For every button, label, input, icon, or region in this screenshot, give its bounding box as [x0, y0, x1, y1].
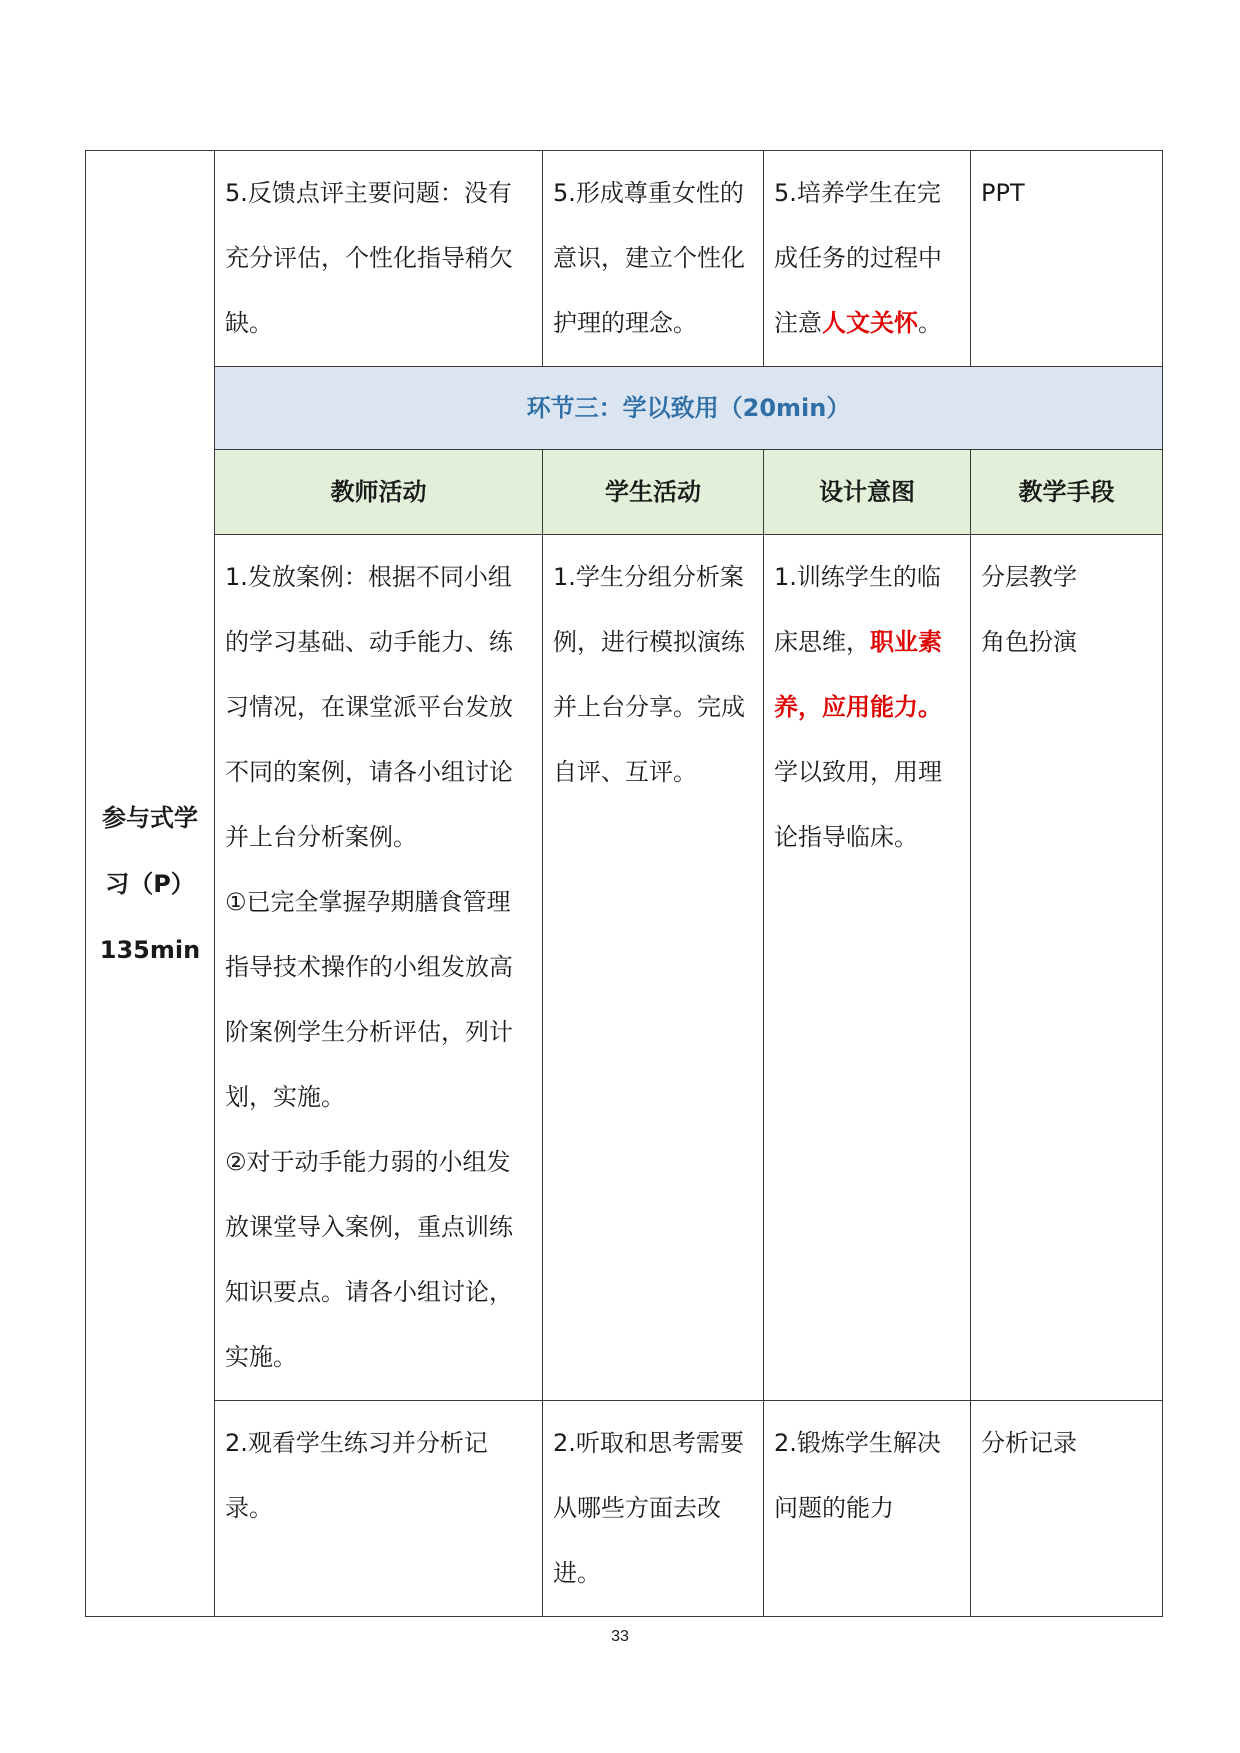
section-title: 环节三：学以致用（20min）	[215, 367, 1163, 450]
table-row	[86, 535, 1163, 1401]
design-intent-cell	[764, 1401, 971, 1617]
teacher-activity-cell	[215, 151, 543, 367]
teaching-means-cell	[971, 535, 1163, 1401]
stage-cell	[86, 151, 215, 1617]
design-intent-text: 2.锻炼学生解决问题的能力	[774, 1429, 941, 1522]
student-activity-cell	[543, 151, 764, 367]
stage-duration: 135min	[99, 935, 201, 964]
page-number: 33	[611, 1628, 629, 1645]
table-row	[86, 151, 1163, 367]
column-header-row	[86, 450, 1163, 535]
lesson-plan-table	[85, 150, 1163, 1617]
stage-label-line2: 习（P）	[105, 869, 195, 898]
design-intent-highlight: 职业素养，应用能力。	[774, 628, 942, 721]
teaching-means-cell	[971, 1401, 1163, 1617]
teacher-activity-item: ②对于动手能力弱的小组发放课堂导入案例，重点训练知识要点。请各小组讨论，实施。	[225, 1148, 513, 1371]
teaching-means-text: 分析记录	[981, 1429, 1077, 1457]
student-activity-text: 2.听取和思考需要从哪些方面去改进。	[553, 1429, 744, 1587]
student-activity-cell	[543, 1401, 764, 1617]
header-design-intent: 设计意图	[764, 450, 971, 535]
teaching-means-text: 角色扮演	[981, 628, 1077, 656]
header-student-activity: 学生活动	[543, 450, 764, 535]
design-intent-cell	[764, 535, 971, 1401]
teaching-means-text: 分层教学	[981, 563, 1077, 591]
teaching-means-cell	[971, 151, 1163, 367]
section-row	[86, 367, 1163, 450]
student-activity-text: 5.形成尊重女性的意识，建立个性化护理的理念。	[553, 179, 745, 337]
teacher-activity-cell	[215, 535, 543, 1401]
student-activity-cell	[543, 535, 764, 1401]
design-intent-highlight: 人文关怀	[822, 309, 918, 337]
teacher-activity-cell	[215, 1401, 543, 1617]
teacher-activity-item: ①已完全掌握孕期膳食管理指导技术操作的小组发放高阶案例学生分析评估，列计划，实施。	[225, 888, 513, 1111]
header-teaching-means: 教学手段	[971, 450, 1163, 535]
design-intent-cell	[764, 151, 971, 367]
teacher-activity-text: 2.观看学生练习并分析记录。	[225, 1429, 488, 1522]
design-intent-text: 1.训练学生的临床思维，	[774, 563, 941, 656]
header-teacher-activity: 教师活动	[215, 450, 543, 535]
design-intent-text-end: 。	[918, 309, 942, 337]
design-intent-text-end: 学以致用，用理论指导临床。	[774, 758, 942, 851]
teacher-activity-text: 5.反馈点评主要问题：没有充分评估，个性化指导稍欠缺。	[225, 179, 513, 337]
stage-label-line1: 参与式学	[102, 803, 198, 832]
teacher-activity-text: 1.发放案例：根据不同小组的学习基础、动手能力、练习情况，在课堂派平台发放不同的案例，请各小组讨论并上台分析案例。	[225, 563, 513, 851]
table-row	[86, 1401, 1163, 1617]
design-intent-text: 5.培养学生在完成任务的过程中注意	[774, 179, 942, 337]
student-activity-text: 1.学生分组分析案例，进行模拟演练并上台分享。完成自评、互评。	[553, 563, 745, 786]
teaching-means-text: PPT	[981, 179, 1025, 207]
